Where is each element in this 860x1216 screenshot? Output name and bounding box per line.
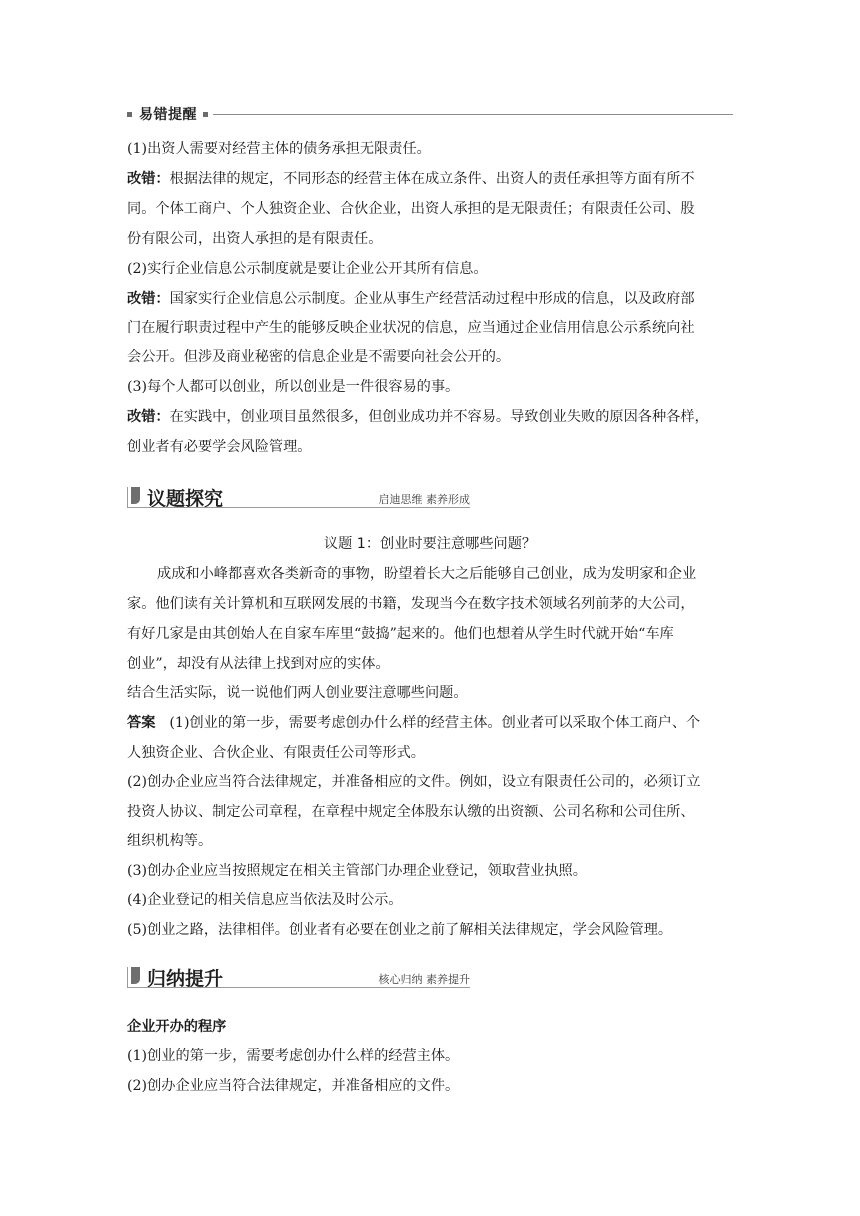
correction-label: 改错： [127,409,170,425]
banner-edge [127,487,128,507]
tip-correction-2-line-2: 门在履行职责过程中产生的能够反映企业状况的信息，应当通过企业信用信息公示系统向社 [127,320,695,336]
tip-correction-3-line-1: 改错：在实践中，创业项目虽然很多，但创业成功并不容易。导致创业失败的原因各种各样， [127,409,709,425]
tip-correction-3-line-2: 创业者有必要学会风险管理。 [127,439,312,455]
tip-statement-1: (1)出资人需要对经营主体的债务承担无限责任。 [127,141,431,157]
section-banner-topic-inquiry [127,485,470,511]
answer-line-2: 人独资企业、合伙企业、有限责任公司等形式。 [127,745,425,761]
summary-line-1: (1)创业的第一步，需要考虑创办什么样的经营主体。 [127,1048,460,1064]
square-bullet-icon [127,112,132,117]
answer-line-4: 投资人协议、制定公司章程，在章程中规定全体股东认缴的出资额、公司名称和公司住所、 [127,804,695,820]
scenario-line-3: 有好几家是由其创始人在自家车库里“鼓捣”起来的。他们也想着从学生时代就开始“车库 [127,626,674,642]
answer-line-8: (5)创业之路，法律相伴。创业者有必要在创业之前了解相关法律规定，学会风险管理。 [127,922,673,938]
banner-tab-icon [131,967,140,984]
section-banner-summary [127,965,470,991]
banner-rule [127,507,470,508]
answer-line-6: (3)创办企业应当按照规定在相关主管部门办理企业登记，领取营业执照。 [127,863,587,879]
tip-correction-2-line-3: 会公开。但涉及商业秘密的信息企业是不需要向社会公开的。 [127,349,511,365]
question: 结合生活实际，说一说他们两人创业要注意哪些问题。 [127,685,468,701]
scenario-line-1: 成成和小峰都喜欢各类新奇的事物，盼望着长大之后能够自己创业，成为发明家和企业 [157,566,697,582]
header-rule [213,114,733,115]
summary-heading: 企业开办的程序 [127,1019,227,1035]
banner-tab-icon [131,487,140,504]
correction-label: 改错： [127,291,170,307]
tip-section-label: 易错提醒 [139,107,197,123]
tip-section-header [127,104,733,126]
scenario-line-4: 创业”，却没有从法律上找到对应的实体。 [127,656,390,672]
tip-correction-1-line-3: 份有限公司，出资人承担的是有限责任。 [127,231,383,247]
section-subtitle: 核心归纳 素养提升 [378,973,470,986]
scenario-line-2: 家。他们读有关计算机和互联网发展的书籍，发现当今在数字技术领域名列前茅的大公司， [127,596,695,612]
tip-correction-1-line-1: 改错：根据法律的规定，不同形态的经营主体在成立条件、出资人的责任承担等方面有所不 [127,171,695,187]
tip-correction-1-line-2: 同。个体工商户、个人独资企业、合伙企业，出资人承担的是无限责任；有限责任公司、股 [127,201,695,217]
section-title: 议题探究 [147,488,224,510]
answer-line-3: (2)创办企业应当符合法律规定，并准备相应的文件。例如，设立有限责任公司的，必须订立 [127,774,701,790]
section-title: 归纳提升 [147,968,224,990]
answer-line-7: (4)企业登记的相关信息应当依法及时公示。 [127,892,403,908]
square-bullet-icon [203,112,208,117]
correction-label: 改错： [127,171,170,187]
tip-statement-2: (2)实行企业信息公示制度就是要让企业公开其所有信息。 [127,261,488,277]
summary-line-2: (2)创办企业应当符合法律规定，并准备相应的文件。 [127,1078,460,1094]
answer-line-5: 组织机构等。 [127,833,213,849]
topic-title: 议题 1：创业时要注意哪些问题？ [323,536,537,552]
tip-statement-3: (3)每个人都可以创业，所以创业是一件很容易的事。 [127,379,460,395]
tip-correction-2-line-1: 改错：国家实行企业信息公示制度。企业从事生产经营活动过程中形成的信息，以及政府部 [127,291,695,307]
answer-line-1: 答案 (1)创业的第一步，需要考虑创办什么样的经营主体。创业者可以采取个体工商户、个 [127,715,701,731]
banner-edge [127,967,128,987]
banner-rule [127,987,470,988]
section-subtitle: 启迪思维 素养形成 [378,493,470,506]
answer-label: 答案 [127,715,156,731]
